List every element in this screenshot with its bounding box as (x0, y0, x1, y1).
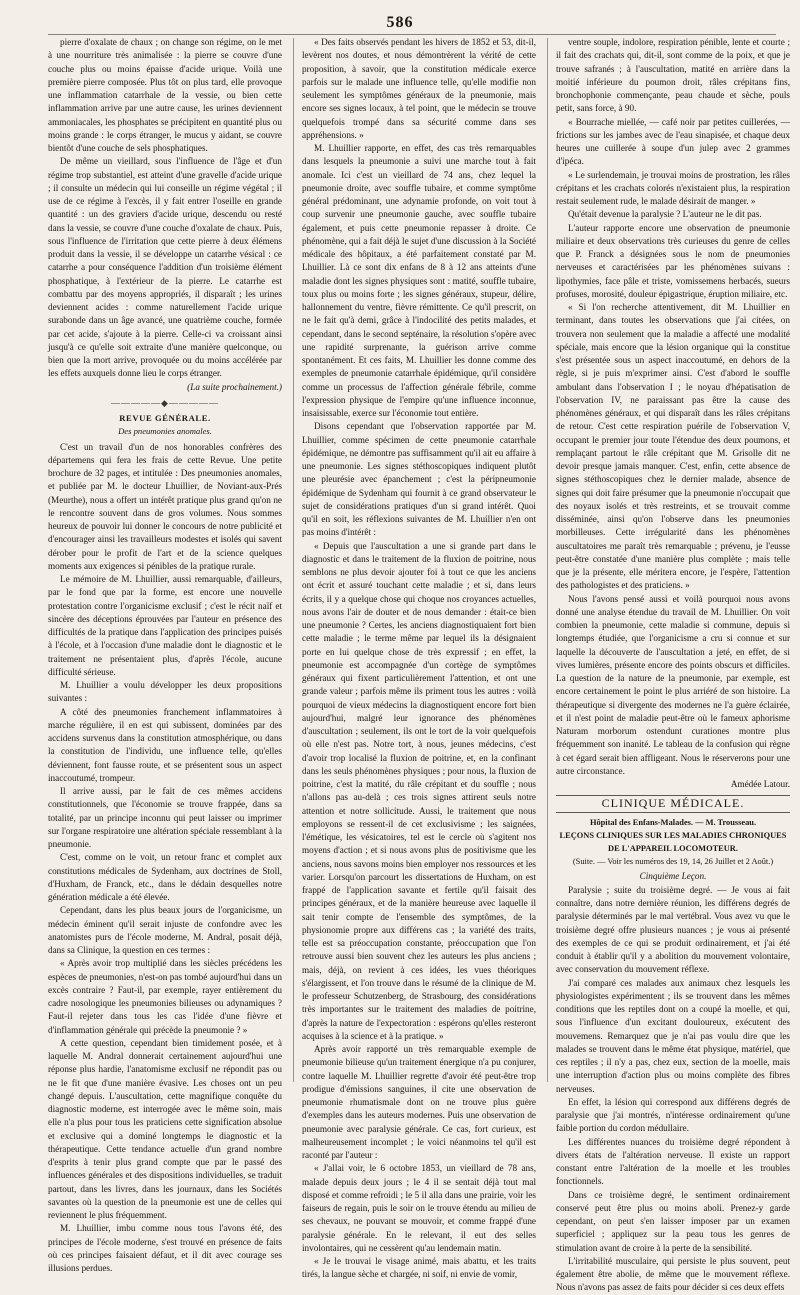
lesson-heading: Cinquième Leçon. (639, 870, 707, 881)
continuation-reference: (Suite. — Voir les numéros des 19, 14, 26 Juillet et 2 Août.) (572, 857, 774, 867)
paragraph: A côté des pneumonies franchement inflammatoires à marche régulière, il en est qui subissent, dominées par des accidens survenus dans la constitution atmosphérique, ou dans la constitution de l'individu, une influence telle, qu'elles déviennent, font fausse route, et se présentent sous un aspect inaccoutumé, trompeur. (48, 706, 282, 783)
paragraph: M. Lhuillier a voulu développer les deux propositions suivantes : (48, 680, 282, 704)
column-right (556, 36, 790, 1293)
paragraph: C'est un travail d'un de nos honorables confrères des départemens qui fera les frais de cette Revue. Une petite brochure de 32 pages, et intitulée : Des pneumonies anomales, et publiée par M. le docteur Lhuillier, de Noviant-aux-Prés (Meurthe), nous a offert un intérêt pratique plus grand qu'on ne le rencontre souvent dans de gros volumes. Nous sommes heureux de pouvoir lui donner le concours de notre publicité et d'encourager ainsi les travailleurs modestes et isolés qui savent dérober pour le profit de l'art et de la science quelques moments aux exigences si pénibles de la pratique rurale. (48, 441, 282, 571)
paragraph: « Des faits observés pendant les hivers de 1852 et 53, dit-il, levèrent nos doutes, et nous démontrèrent la vérité de cette proposition, à savoir, que la constitution médicale exerce parfois sur le malade une influence telle, qu'elle modifie non seulement les symptômes généraux de la pneumonie, mais encore ses signes locaux, à tel point, que le médecin se trouve quelquefois trompé dans sa sécurité comme dans ses appréhensions. » (302, 37, 536, 140)
paragraph: Disons cependant que l'observation rapportée par M. Lhuillier, comme spécimen de cette pneumonie catarrhale épidémique, ne démontre pas suffisamment qu'il ait eu affaire à une pneumonie. Les signes stéthoscopiques indiquent plutôt une pleurésie avec épanchement ; c'est la péripneumonie épidémique de Sydenham qui fournit à ce grand observateur le sujet de considérations pratiques d'un si grand intérêt. Quoi qu'il en soit, les réflexions suivantes de M. Lhuillier n'en ont pas moins d'intérêt : (302, 421, 536, 538)
continuation-text: (La suite prochainement.) (187, 381, 282, 392)
paragraph: J'ai comparé ces malades aux animaux chez lesquels les physiologistes expérimentent ; ils se trouvent dans les mêmes conditions que les reptiles dont on a coupé la moelle, et qui, sous l'influence d'un excitant douloureux, exécutent des mouvemens. Remarquez que je n'ai pas voulu dire que les malades se trouvent dans le même état physique, matériel, que ces reptiles ; il n'y a pas, chez eux, section de la moelle, mais une interruption d'action plus ou moins complète des fibres nerveuses. (556, 977, 790, 1094)
section-title: CLINIQUE MÉDICALE. (556, 795, 790, 812)
paragraph: Qu'était devenue la paralysie ? L'auteur ne le dit pas. (568, 209, 762, 220)
paragraph: « Depuis que l'auscultation a une si grande part dans le diagnostic et dans le traitement de la fluxion de poitrine, nous semblons ne plus devoir ajouter foi à tout ce que les anciens ont écrit et assuré touchant cette maladie ; et si, dans leurs écrits, il y a quelque chose qui choque nos croyances actuelles, nous avons l'air de douter et de nous demander : était-ce bien une pneumonie ? Certes, les anciens diagnostiquaient fort bien cette maladie ; le terme même par lequel ils la désignaient porte en lui quelque chose de très expressif ; en effet, la pneumonie est accompagnée d'un cortège de symptômes généraux qui fixent particulièrement l'attention, et ont une grande valeur ; parfois même ils priment tous les autres : voilà pourquoi de vieux médecins la diagnostiquent encore fort bien aujourd'hui, malgré leur ignorance des phénomènes d'auscultation ; seulement, ils ont le tort de la voir quelquefois où elle n'est pas. Notre tort, à nous, jeunes médecins, c'est d'avoir trop localisé la fluxion de poitrine, et, en la confinant dans les seuls phénomènes physiques ; pour nous, la fluxion de poitrine, c'est la matité, du râle crépitant et du souffle ; nous n'allons pas au-delà ; ces trois signes attirent seuls notre attention et notre sollicitude. Aussi, le traitement que nous employons se ressent-il de cet exclusivisme ; les saignées, l'émétique, les vésicatoires, tel est le cercle où s'agitent nos moyens d'action ; et si nous avons plus de positivisme que les anciens, nous savons moins bien employer nos ressources et les varier. Lorsqu'on parcourt les dissertations de Huxham, on est frappé de l'application savante et fertile qu'il faisait des principes généraux, et de la manière heureuse avec laquelle il sait tenir compte de l'ensemble des symptômes, de la physionomie propre aux différens cas ; la variété des traits, telle est sa préoccupation constante, préoccupation que l'on retrouve aussi bien souvent chez les auteurs les plus anciens ; mais, déjà, on revient à ces idées, les vues théoriques s'élargissent, et l'on trouve dans le résumé de la clinique de M. le professeur Schutzenberg, de Strasbourg, des considérations très importantes sur le traitement des maladies de poitrine, d'après la nature de l'expectoration : espérons qu'elles resteront acquises à la science et à la pratique. » (302, 540, 536, 1041)
paragraph: ventre souple, indolore, respiration pénible, lente et courte ; il fait des crachats qui, dit-il, sont comme de la poix, et que je trouve safranés ; à l'auscultation, matité en arrière dans la moitié inférieure du poumon droit, râles crépitans fins, bronchophonie commençante, peau chaude et sèche, pouls petit, sans force, à 90. (556, 37, 790, 114)
paragraph: Dans ce troisième degré, le sentiment ordinairement conservé peut être plus ou moins aboli. Prenez-y garde cependant, on peut s'en laisser imposer par un examen superficiel ; appliquez sur la peau tous les genres de stimulation avant de croire à la perte de la sensibilité. (556, 1189, 790, 1253)
paragraph: « Le surlendemain, je trouvai moins de prostration, les râles crépitans et les crachats colorés n'existaient plus, la respiration restait seulement rude, le malade désirait de manger. » (556, 169, 790, 206)
paragraph: De même un vieillard, sous l'influence de l'âge et d'un régime trop substantiel, est atteint d'une gravelle d'acide urique ; il consulte un médecin qui lui conseille un régime végétal ; il use de ce régime à l'excès, il y fait entrer l'oseille en grande quantité : un des graviers d'acide urique, descendu ou resté dans la vessie, se couvre d'une couche d'oxalate de chaux. Puis, sous l'influence de l'irritation que cette pierre à deux élémens produit dans la vessie, il se développe un catarrhe vésical : ce catarrhe a pour conséquence l'addition d'un troisième élément phosphatique, à l'extérieur de la pierre. Le catarrhe est combattu par des moyens appropriés, il disparaît ; les urines deviennent acides : comme naturellement l'acide urique surabonde dans un âge avancé, une quatrième couche, formée par cet acide, s'ajoute à la pierre. Celle-ci va croissant ainsi jusqu'à ce qu'elle soit extraite d'une manière quelconque, ou bien que la mort arrive, provoquée ou du moins accélérée par les effets auxquels donne lieu le corps étranger. (48, 156, 282, 379)
hospital-heading: Hôpital des Enfans-Malades. — M. Trousseau. (589, 817, 757, 827)
paragraph: L'auteur rapporte encore une observation de pneumonie miliaire et deux observations très curieuses du genre de celles que P. Franck a désignées sous le nom de pneumonies nerveuses et caractérisées par les phénomènes suivans : lipothymies, face pâle et triste, vomissemens herbacés, sueurs profuses, morosité, douleur épigastrique, éruption miliaire, etc. (556, 222, 790, 299)
paragraph: pierre d'oxalate de chaux ; on change son régime, on le met à une nourriture très animalisée : la pierre se couvre d'une couche plus ou moins épaisse d'acide urique. Voilà une première pierre composée. Plus tôt on plus tard, elle provoque une inflammation catarrhale de la vessie, ou bien cette inflammation arrive par une autre cause, les urines deviennent ammoniacales, les phosphates se précipitent en quantité plus ou moins grande : le corps étranger, le mucus y aidant, se couvre bientôt d'une couche de sels phosphatiques. (48, 37, 282, 153)
paragraph: A cette question, cependant bien timidement posée, et à laquelle M. Andral donnerait certainement aujourd'hui une réponse plus hardie, l'anatomisme exclusif ne répondit pas ou ne le fit que d'une manière évasive. Les choses ont un peu changé depuis. L'auscultation, cette magnifique conquête du diagnostic moderne, est interrogée avec le même soin, mais elle n'a plus pour tous les praticiens cette signification absolue et exclusive qui a dominé longtemps le diagnostic et la thérapeutique. Cette tendance actuelle d'un grand nombre d'esprits à tenir plus grand compte que par le passé des influences générales et des dispositions individuelles, se traduit partout, dans les livres, dans les journaux, dans les Sociétés savantes où la question de la pneumonie est une de celles qui reviennent le plus fréquemment. (48, 1037, 282, 1220)
paragraph: Cependant, dans les plus beaux jours de l'organicisme, un médecin éminent qu'il serait injuste de confondre avec les anatomistes purs de l'école moderne, M. Andral, posait déjà, dans sa Clinique, la question en ces termes : (48, 905, 282, 955)
paragraph: M. Lhuillier, imbu comme nous tous l'avons été, des principes de l'école moderne, s'est trouvé en présence de faits où ces principes faisaient défaut, et il dit avec courage ses illusions perdues. (48, 1223, 282, 1273)
paragraph: « Après avoir trop multiplié dans les siècles précédens les espèces de pneumonies, n'est-on pas tombé aujourd'hui dans un excès contraire ? Faut-il, par exemple, rayer entièrement du cadre nosologique les pneumonies bilieuses ou adynamiques ? Faut-il rejeter dans tous les cas l'idée d'une fièvre et d'inflammation générale qui précède la pneumonie ? » (48, 958, 282, 1035)
paragraph: Il arrive aussi, par le fait de ces mêmes accidens constitutionnels, que l'économie se trouve frappée, dans sa totalité, par un principe inconnu qui peut laisser ou imprimer sur l'organe respiratoire une altération spéciale ressemblant à la pneumonie. (48, 786, 282, 849)
paragraph: « Bourrache miellée, — café noir par petites cuillerées, — frictions sur les jambes avec de l'eau sinapisée, et chaque deux heures une cuillerée à soupe d'un julep avec 2 grammes d'ipéca. (556, 116, 790, 167)
page-number: 586 (386, 14, 414, 31)
paragraph: C'est, comme on le voit, un retour franc et complet aux constitutions médicales de Sydenham, aux doctrines de Stoll, d'Huxham, de Franck, etc., dans le dédain desquelles notre génération médicale a été élevée. (48, 852, 282, 902)
section-subtitle: Des pneumonies anomales. (118, 426, 212, 437)
section-title: REVUE GÉNÉRALE. (119, 413, 211, 423)
continuation-note (48, 381, 282, 394)
paragraph: « Si l'on recherche attentivement, dit M. Lhuillier en terminant, dans toutes les observations que j'ai citées, on trouvera non seulement que la maladie a affecté une modalité spéciale, mais encore que la lésion organique qui la constitue s'est présentée sous un aspect inaccoutumé, en dehors de la règle, si je puis m'exprimer ainsi. C'est d'abord le souffle ambulant dans l'observation I ; le noyau d'hépatisation de l'observation IV, ne paraissant pas être la cause des phénomènes généraux, et qui disparaît dans les râles crépitans de retour. C'est cette respiration puérile de l'observation V, occupant le premier jour toute l'étendue des deux poumons, et remplaçant partout le râle crépitant que M. Grisolle dit ne devoir presque jamais manquer. C'est, enfin, cette absence de signes stéthoscopiques chez le dernier malade, absence de signes qui doit faire présumer que la pneumonie n'occupait que des noyaux isolés et très restreints, et se trouvait comme disséminée, ainsi qu'on l'observe dans les pneumonies morbilleuses. Cette irrégularité dans les phénomènes auscultatoires me paraît très remarquable ; prévenu, je l'eusse peut-être constatée d'une manière plus complète ; mais telle que je la présente, elle méritera encore, je l'espère, l'attention des pathologistes et des praticiens. » (556, 302, 790, 591)
paragraph: Après avoir rapporté un très remarquable exemple de pneumonie bilieuse qu'un traitement énergique n'a pu conjurer, contre laquelle M. Lhuillier regrette d'avoir été peut-être trop prodigue d'émissions sanguines, il cite une observation de pneumonie rhumatismale dont on ne trouve plus guère d'exemples dans les auteurs modernes. Puis une observation de pneumonie avec paralysie générale. Ce cas, fort curieux, est malheureusement incomplet ; le voici néanmoins tel qu'il est raconté par l'auteur : (302, 1044, 536, 1160)
paragraph: L'irritabilité musculaire, qui persiste le plus souvent, peut également être abolie, de même que le mouvement réflexe. Nous n'avons pas assez de faits pour décider si ces deux effets (556, 1255, 790, 1293)
column-left (48, 36, 282, 1273)
lecture-title: LEÇONS CLINIQUES SUR LES MALADIES CHRONIQUES DE L'APPAREIL LOCOMOTEUR. (559, 830, 787, 853)
author-signature: Amédée Latour. (730, 779, 790, 789)
paragraph: En effet, la lésion qui correspond aux différens degrés de paralysie que j'ai montrés, n'intéresse ordinairement qu'une faible portion du cordon médullaire. (556, 1096, 790, 1134)
column-divider (547, 38, 548, 1082)
column-divider (293, 38, 294, 1082)
paragraph: Nous l'avons pensé aussi et voilà pourquoi nous avons donné une analyse étendue du travail de M. Lhuillier. On voit combien la pneumonie, cette maladie si commune, depuis si longtemps étudiée, que l'organicisme a cru si connue et sur laquelle la découverte de l'auscultation a jeté, en effet, de si vives lumières, présente encore des points obscurs et difficiles. La question de la nature de la pneumonie, par exemple, est encore certainement le point le plus arriéré de son histoire. La thérapeutique si divergente des modernes ne l'a guère éclairée, et il n'est point de maladie peut-être où le fameux aphorisme Naturam morborum ostendunt curationes montre plus fréquemment son inanité. Le tableau de la confusion qui règne à cet égard serait bien affligeant. Nous le réserverons pour une autre circonstance. (556, 593, 790, 776)
column-middle (302, 36, 536, 1280)
paragraph: M. Lhuillier rapporte, en effet, des cas très remarquables dans lesquels la pneumonie a suivi une marche tout à fait anomale. Ici c'est un vieillard de 74 ans, chez lequel la pneumonie droite, avec souffle tubaire, et comme symptôme général prédominant, une adynamie profonde, on voit tout à coup survenir une pneumonie gauche, avec souffle tubaire également, et puis cette pneumonie repasser à droite. Ce phénomène, qui a fait déjà le sujet d'une discussion à la Société médicale des hôpitaux, a été parfaitement constaté par M. Lhuillier. Là ce sont dix enfans de 8 à 12 ans atteints d'une maladie dont les signes physiques sont : matité, souffle tubaire, toux plus ou moins forte ; les signes généraux, stupeur, délire, hallonnement du ventre, fièvre rémittente. Ce qu'il prescrit, on ne le fait qu'à demi, grâce à l'indocilité des petits malades, et cependant, dans le second septénaire, la résolution s'opère avec une rapidité surprenante, la guérison arrive comme spontanément. Et ces faits, M. Lhuillier les donne comme des exemples de pneumonie catarrhale épidémique, qu'il considère comme un processus de l'affection générale fébrile, comme l'expression physique de l'empire qu'une influence inconnue, insaisissable, exerce sur l'économie tout entière. (302, 143, 536, 418)
paragraph: « J'allai voir, le 6 octobre 1853, un vieillard de 78 ans, malade depuis deux jours ; le 4 il se sentait déjà tout mal disposé et comme refroidi ; le 5 il alla dans une prairie, voir les faiseurs de regain, puis le soir on le trouve étendu au milieu de ses chevaux, ne pouvant se mouvoir, et comme frappé d'une paralysie générale. En le relevant, il eut des selles involontaires, qui ne cessèrent qu'au lendemain matin. (302, 1163, 536, 1253)
paragraph: Le mémoire de M. Lhuillier, aussi remarquable, d'ailleurs, par le fond que par la forme, est encore une nouvelle protestation contre l'organicisme exclusif ; c'est le récit naïf et sincère des déceptions éprouvées par l'auteur en présence des difficultés de la pratique dans l'application des principes puisés à l'école, et à l'occasion d'une maladie dont le diagnostic et le traitement ne présentaient plus, d'après l'école, aucune difficulté sérieuse. (48, 574, 282, 677)
header-rule (48, 34, 776, 35)
paragraph: Les différentes nuances du troisième degré répondent à divers états de l'altération nerveuse. Il existe un rapport constant entre l'altération de la moelle et les troubles fonctionnels. (556, 1136, 790, 1187)
paragraph: Paralysie ; suite du troisième degré. — Je vous ai fait connaître, dans notre dernière réunion, les différens degrés de paralysie déterminés par le mal vertébral. Vous avez vu que le troisième degré offre plusieurs nuances ; je vous ai présenté des exemples de ce qui se produit ordinairement, et j'ai été conduit à établir qu'il y a abolition du mouvement volontaire, avec conservation du mouvement réflexe. (556, 884, 790, 975)
paragraph: « Je le trouvai le visage animé, mais abattu, et les traits tirés, la langue sèche et chargée, ni soif, ni envie de vomir, (302, 1256, 536, 1280)
section-ornament: —————◆————— (111, 397, 219, 408)
